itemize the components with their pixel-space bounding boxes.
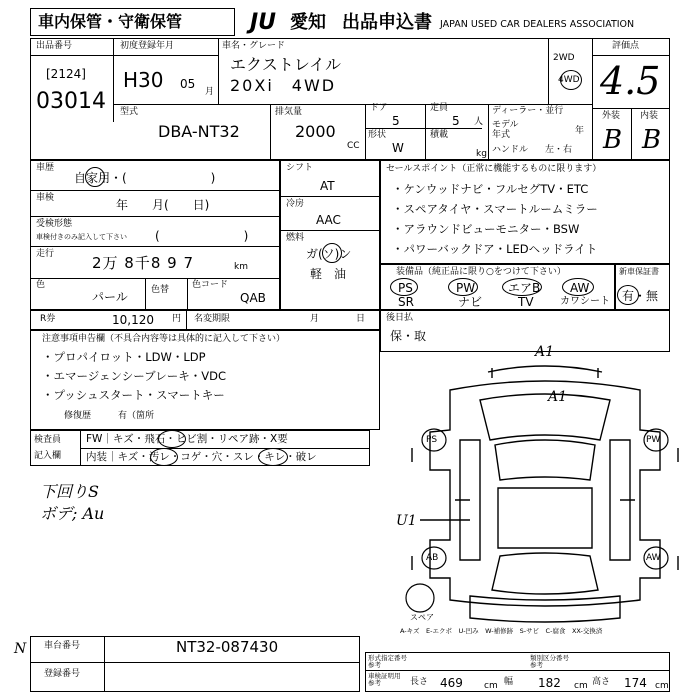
color-value: パール bbox=[92, 290, 128, 304]
car-grade: 20Xi 4WD bbox=[230, 76, 337, 95]
shape-value: W bbox=[392, 141, 404, 155]
warranty-label: 新車保証書 bbox=[619, 267, 659, 276]
model-label: 型式 bbox=[120, 107, 139, 117]
rating-exterior: B bbox=[603, 125, 623, 155]
shift-label: シフト bbox=[286, 163, 314, 173]
rating-score: 4.5 bbox=[600, 59, 661, 103]
fuel-label: 燃料 bbox=[286, 233, 305, 243]
model-year-label: モデル 年式 bbox=[492, 120, 519, 140]
logo-mark: JU bbox=[250, 10, 277, 35]
notes-label: 注意事項申告欄（不具合内容等は具体的に記入して下さい） bbox=[42, 334, 286, 344]
logo-text: 愛知 bbox=[290, 12, 326, 33]
drive-4wd: 4WD bbox=[558, 75, 580, 85]
registration-month: 05 bbox=[180, 77, 196, 91]
selling-point-3: ・アラウンドビューモニター・BSW bbox=[392, 222, 580, 236]
shape-label: 形状 bbox=[368, 130, 387, 140]
after-sale-value: 保・取 bbox=[390, 329, 427, 343]
chassis-number: NT32-087430 bbox=[176, 638, 279, 656]
dealer-label: ディーラー・並行 bbox=[492, 106, 564, 116]
diagram-legend: A-キズ E-エクボ U-凹み W-補修跡 S-サビ C-腐食 XX-交換済 bbox=[400, 627, 603, 635]
equip-ps: PS bbox=[398, 281, 413, 295]
aircon-label: 冷房 bbox=[286, 199, 305, 209]
equip-airbag: エアB bbox=[508, 281, 541, 295]
equip-pw: PW bbox=[456, 281, 476, 295]
hand-u1: U1 bbox=[396, 513, 417, 529]
displacement-unit: CC bbox=[347, 141, 360, 151]
color-code-label: 色コード bbox=[192, 280, 229, 290]
mileage-label: 走行 bbox=[36, 249, 55, 259]
accept-label: 受検形態 bbox=[36, 219, 73, 229]
note-1: ・プロパイロット・LDW・LDP bbox=[42, 350, 206, 364]
accept-value: ( ) bbox=[155, 229, 249, 243]
inspector-fw-row: FW｜キズ・飛石・ヒビ割・リペア跡・X要 bbox=[86, 433, 288, 445]
history-value: 自家用・( ) bbox=[74, 171, 216, 185]
diagram-ps: PS bbox=[426, 435, 438, 445]
listing-number: 03014 bbox=[36, 89, 106, 114]
handle-label: ハンドル bbox=[492, 145, 529, 155]
inspector-label-1: 検査員 bbox=[34, 435, 62, 445]
length-unit: cm bbox=[484, 681, 498, 691]
after-sale-label: 後日払 bbox=[386, 313, 414, 323]
mileage-unit: km bbox=[234, 262, 248, 272]
rating-interior-label: 内装 bbox=[640, 111, 659, 121]
diagram-pw: PW bbox=[646, 435, 661, 445]
hand-n: N bbox=[14, 641, 27, 657]
fuel-value: ガ(ソ)ン bbox=[306, 247, 352, 261]
registration-number-label: 登録番号 bbox=[44, 669, 81, 679]
diagram-ab: AB bbox=[426, 553, 439, 563]
registration-year: H30 bbox=[123, 68, 164, 92]
storage-label: 車内保管・守衛保管 bbox=[38, 12, 183, 31]
inspector-label-2: 記入欄 bbox=[34, 451, 62, 461]
inspector-int-row: 内装｜キズ・汚レ・コゲ・穴・スレ・キレ・破レ bbox=[86, 451, 317, 463]
model-year-unit: 年 bbox=[575, 126, 585, 136]
equip-tv: TV bbox=[518, 295, 534, 309]
mileage-value: 2万 8千8 9 7 bbox=[92, 254, 195, 272]
width-label: 幅 bbox=[504, 677, 514, 687]
color-change-label: 色替 bbox=[151, 285, 170, 295]
inspection-label: 車検 bbox=[36, 193, 55, 203]
equipment-title: 装備品（純正品に限り○をつけて下さい） bbox=[396, 267, 566, 277]
length-value: 469 bbox=[440, 676, 463, 690]
type-number-label: 形式指定番号 参考 bbox=[368, 654, 407, 670]
car-name: エクストレイル bbox=[230, 55, 342, 74]
handle-options: 左・右 bbox=[545, 145, 573, 155]
selling-points-title: セールスポイント（正常に機能するものに限ります） bbox=[386, 164, 602, 174]
doors-value: 5 bbox=[392, 114, 400, 128]
load-unit: kg bbox=[476, 149, 487, 159]
hand-a1-mid: A1 bbox=[548, 389, 568, 405]
class-number-label: 類別区分番号 参考 bbox=[530, 654, 569, 670]
car-name-label: 車名・グレード bbox=[222, 41, 286, 51]
fuel-alt: 軽 油 bbox=[310, 267, 347, 281]
doc-title: 出品申込書 bbox=[342, 12, 432, 33]
warranty-value: 有・無 bbox=[622, 289, 659, 303]
equip-seat: カワシート bbox=[560, 296, 610, 307]
capacity-unit: 人 bbox=[474, 117, 484, 127]
name-change-label: 名変期限 bbox=[194, 314, 231, 324]
note-2: ・エマージェンシーブレーキ・VDC bbox=[42, 369, 226, 383]
shift-value: AT bbox=[320, 179, 335, 193]
displacement-label: 排気量 bbox=[275, 107, 303, 117]
equip-aw: AW bbox=[570, 281, 590, 295]
recycle-unit: 円 bbox=[172, 314, 182, 324]
selling-point-4: ・パワーバックドア・LEDヘッドライト bbox=[392, 242, 598, 256]
repair-value: 有（箇所 bbox=[118, 411, 155, 421]
displacement: 2000 bbox=[295, 122, 336, 141]
selling-point-2: ・スペアタイヤ・スマートルームミラー bbox=[392, 202, 598, 216]
rating-label: 評価点 bbox=[612, 41, 640, 51]
load-label: 積載 bbox=[430, 130, 449, 140]
registration-month-suffix: 月 bbox=[205, 87, 215, 97]
recycle-value: 10,120 bbox=[112, 313, 154, 327]
width-unit: cm bbox=[574, 681, 588, 691]
length-label: 長さ bbox=[410, 677, 429, 687]
name-change-day: 日 bbox=[356, 314, 366, 324]
diagram-spare: スペア bbox=[410, 613, 434, 622]
equip-sr: SR bbox=[398, 295, 414, 309]
rating-interior: B bbox=[642, 125, 662, 155]
hand-a1-top: A1 bbox=[535, 344, 555, 360]
history-label: 車歴 bbox=[36, 163, 55, 173]
inspection-value: 年 月( 日) bbox=[116, 198, 210, 212]
cert-label: 車検証明用 参考 bbox=[368, 672, 401, 688]
note-3: ・プッシュスタート・スマートキー bbox=[42, 388, 225, 402]
height-unit: cm bbox=[655, 681, 669, 691]
drive-2wd: 2WD bbox=[553, 53, 575, 63]
registration-label: 初度登録年月 bbox=[120, 41, 175, 51]
accept-note: 車検付きのみ記入して下さい bbox=[36, 233, 127, 241]
name-change-month: 月 bbox=[310, 314, 320, 324]
color-code: QAB bbox=[240, 291, 266, 305]
hand-note-2: ボデ; Au bbox=[40, 504, 105, 523]
association-name: JAPAN USED CAR DEALERS ASSOCIATION bbox=[440, 19, 635, 30]
color-label: 色 bbox=[36, 280, 46, 290]
listing-number-label: 出品番号 bbox=[36, 41, 73, 51]
width-value: 182 bbox=[538, 676, 561, 690]
repair-label: 修復歴 bbox=[64, 411, 92, 421]
listing-bracket-number: [2124] bbox=[46, 67, 86, 81]
recycle-label: R券 bbox=[40, 314, 56, 324]
height-label: 高さ bbox=[592, 677, 611, 687]
equip-navi: ナビ bbox=[458, 295, 483, 309]
capacity-value: 5 bbox=[452, 114, 460, 128]
hand-note-1: 下回りS bbox=[40, 482, 99, 501]
capacity-label: 定員 bbox=[430, 103, 449, 113]
doors-label: ドア bbox=[370, 103, 388, 113]
diagram-aw: AW bbox=[646, 553, 661, 563]
aircon-value: AAC bbox=[316, 213, 341, 227]
model-code: DBA-NT32 bbox=[158, 122, 240, 141]
rating-exterior-label: 外装 bbox=[602, 111, 621, 121]
selling-point-1: ・ケンウッドナビ・フルセグTV・ETC bbox=[392, 182, 589, 196]
chassis-label: 車台番号 bbox=[44, 641, 81, 651]
height-value: 174 bbox=[624, 676, 647, 690]
